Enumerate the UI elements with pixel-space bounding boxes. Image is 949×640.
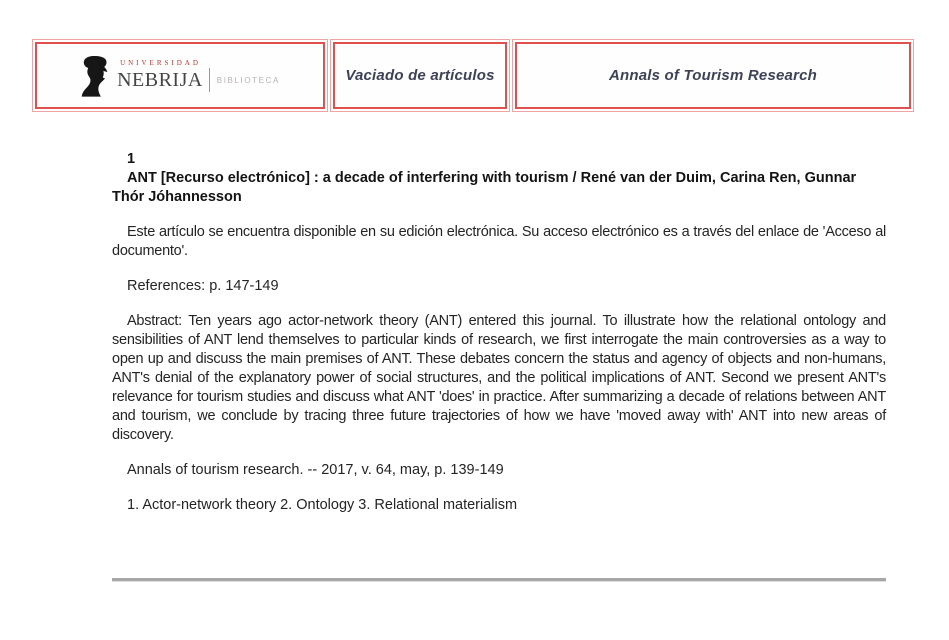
record-abstract: Abstract: Ten years ago actor-network theory (ANT) entered this journal. To illustrate how the relational ontology and sensibilities of ANT lend themselves to particular kinds of research, we first interrogate the main controversies as a way to open up and discuss the main premises of ANT. These debates concern the status and agency of objects and non-humans, ANT's denial of the explanatory power of social structures, and the political implications of ANT. Second we present ANT's relevance for tourism studies and discuss what ANT 'does' in practice. After summarizing a decade of relations between ANT and tourism, we conclude by tracing three future trajectories of how we have 'moved away with' ANT into new areas of discovery. <box>112 313 886 443</box>
record-availability-note: Este artículo se encuentra disponible en su edición electrónica. Su acceso electrónico es a través del enlace de 'Acceso al documento'. <box>112 224 886 259</box>
record-title: ANT [Recurso electrónico] : a decade of interfering with tourism / René van der Duim, Carina Ren, Gunnar Thór Jóhannesson <box>112 170 857 205</box>
logo-nebrija-text: NEBRIJA <box>117 69 203 91</box>
record-subject-headings: 1. Actor-network theory 2. Ontology 3. Relational materialism <box>127 497 518 513</box>
nebrija-logo <box>80 55 280 97</box>
journal-title-label: Annals of Tourism Research <box>608 67 818 84</box>
header-cell-journal <box>515 42 911 109</box>
record-source-citation: Annals of tourism research. -- 2017, v. 64, may, p. 139-149 <box>127 462 504 478</box>
record-references: References: p. 147-149 <box>127 278 279 294</box>
logo-wordmark <box>117 59 280 92</box>
record <box>112 150 886 531</box>
logo-universidad-text: UNIVERSIDAD <box>120 59 201 67</box>
nebrija-bust-icon <box>80 55 110 97</box>
bottom-divider <box>112 578 886 582</box>
record-heading <box>112 150 886 207</box>
logo-biblioteca-text: BIBLIOTECA <box>216 75 280 85</box>
header-table <box>35 42 911 109</box>
header-cell-vaciado <box>333 42 507 109</box>
logo-divider <box>209 68 210 92</box>
record-number: 1 <box>127 151 136 167</box>
vaciado-label: Vaciado de artículos <box>345 67 495 84</box>
header-logo-cell <box>35 42 325 109</box>
